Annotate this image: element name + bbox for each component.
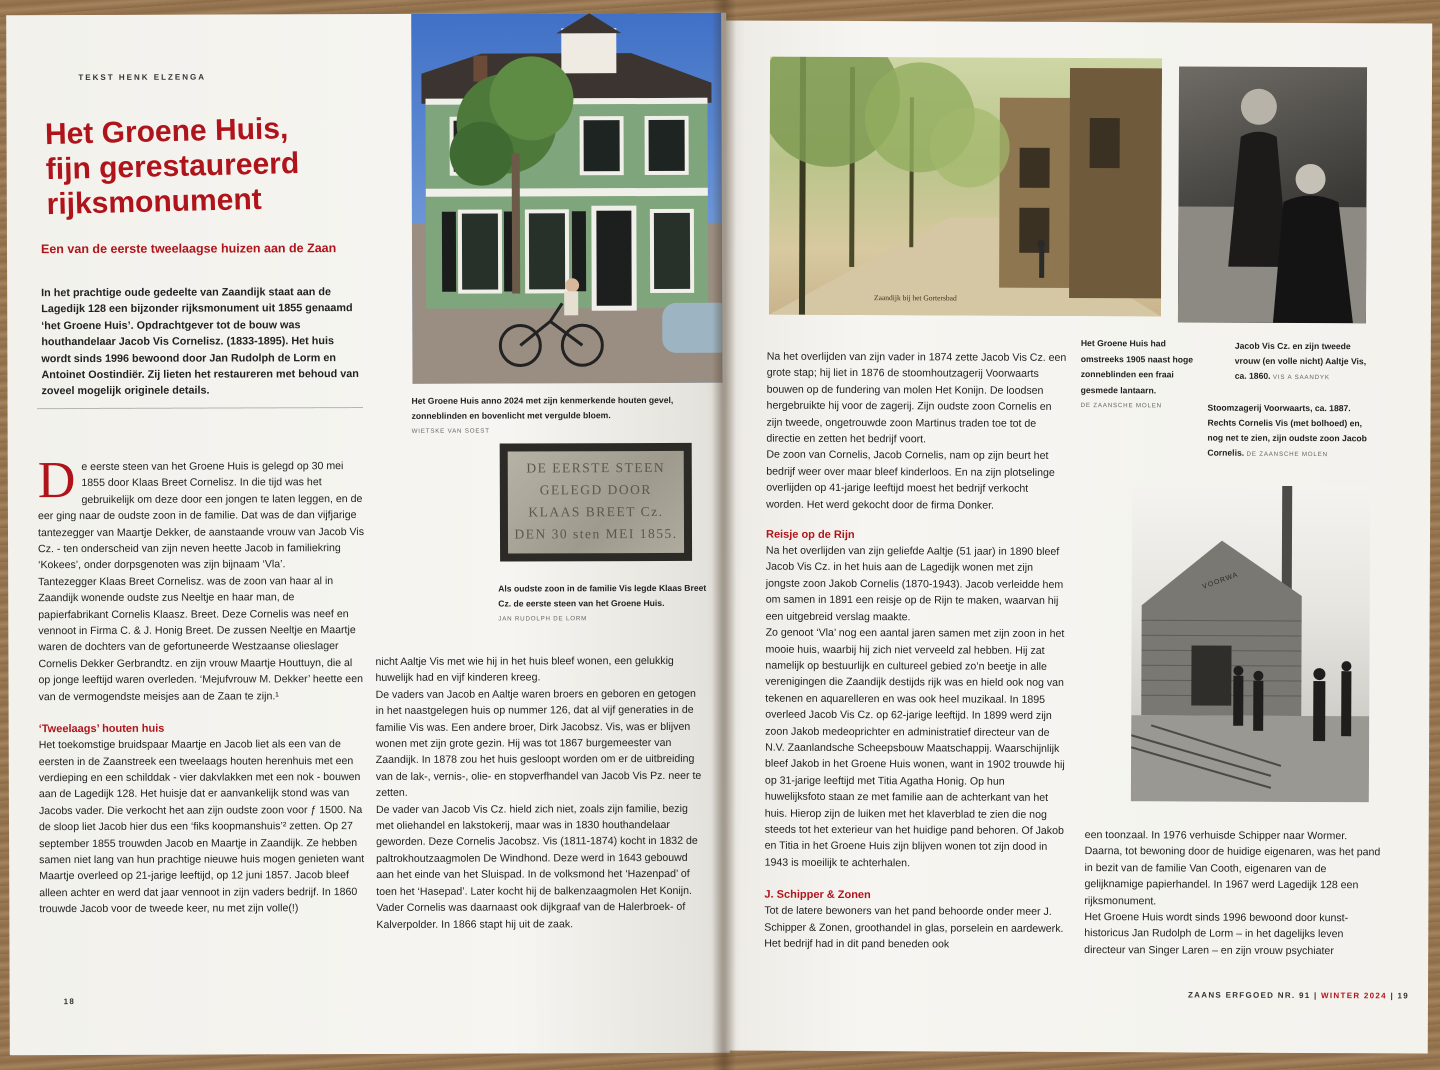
col1-paragraph-2: Tantezegger Klaas Breet Cornelisz. was de zoon van haar al in Zaandijk wonende oudste zus Neeltje en haar man, de papierfabrikant Cornelis Klaasz. Breet. Deze Cornelis was neef en vennoot in Firma C. & J. Honig Breet. De zussen Neeltje en Maartje waren de dochters van de gefortuneerde Westzaanse olieslager Cornelis Dekker Gerbrandtz. en zijn vrouw Maartje Houttuyn, die al op jonge leeftijd waren overleden. ‘Mejufvrouw M. Dekker’ heette een van de vermogendste meisjes aan de Zaan te zijn.¹ bbox=[38, 574, 363, 703]
dotted-divider bbox=[38, 407, 363, 409]
rcol1-paragraph-5: Tot de latere bewoners van het pand behoorde onder meer J. Schipper & Zonen, groothandel in glas, porselein en aardewerk. Het bedrijf had in dit pand beneden ook bbox=[764, 904, 1064, 951]
section-heading-reisje: Reisje op de Rijn bbox=[765, 528, 855, 542]
col2-paragraph-2: De vaders van Jacob en Aaltje waren broers en geboren en getogen in het naastgelegen huis op nummer 126, dat al vijf generaties in de familie Vis was. Een andere broer, Dirk Jacobsz. Vis, was er blijven wonen met zijn grote gezin. Hij was tot 1867 burgemeester van Zaandijk. In 1878 zou het huis gesloopt worden om er de uitbreiding van de lak-, vernis-, olie- en stopverfhandel van Jacob Vis Pz. neer te zetten. bbox=[375, 687, 702, 800]
rcol1-paragraph-1: Na het overlijden van zijn vader in 1874 zette Jacob Vis Cz. een grote stap; hij liet in 1876 de stoomhoutzagerij Voorwaarts bouwen op de fundering van molen Het Konijn. De loodsen hergebruikte hij voor de zagerij. Zijn oudste zoon Cornelis en zijn tweede, ongetrouwde zoon Martinus traden toe tot de directie en zetten het bedrijf voort. bbox=[766, 350, 1067, 446]
photo1-credit: WIETSKE VAN SOEST bbox=[411, 427, 490, 435]
title-line-3: rijksmonument bbox=[46, 182, 263, 222]
photo-first-stone bbox=[500, 443, 692, 562]
photo-portrait-couple bbox=[1178, 66, 1367, 323]
portrait-illustration bbox=[1178, 66, 1367, 323]
left-column-2 bbox=[375, 653, 703, 933]
sawmill-illustration bbox=[1131, 485, 1370, 802]
mill-caption bbox=[1207, 401, 1367, 463]
right-page-number: 19 bbox=[1397, 991, 1410, 1001]
rcol1-paragraph-4: Zo genoot ‘Vla’ nog een aantal jaren samen met zijn zoon in het mooie huis, waarbij hij zich niet verveeld zal hebben. Hij zat namelijk op bestuurlijk en cultureel gebied zo’n beetje in alle verenigingen die Zaandijk destijds rijk was en hield ook nog van tekenen en aquarelleren en was ook heel muzikaal. In 1895 overleed Jacob Vis Cz. op 62-jarige leeftijd. In 1899 werd zijn zoon Jakob medeoprichter en administratief directeur van de N.V. Zaanlandsche Scheepsbouw Maatschappij. Waarschijnlijk bleef Jakob in het Groene Huis wonen, want in 1902 trouwde hij op 31-jarige leeftijd met Titia Agatha Honig. Op hun huwelijksfoto staan ze met familie aan de achterkant van het huis. Hierop zijn de luiken met het klaverblad te zien die nog steeds tot het exterieur van het huidige pand behoren. Of Jakob en Titia in het Groene Huis zijn blijven wonen tot zijn dood in 1943 is moeilijk te achterhalen. bbox=[764, 626, 1065, 870]
stone-line-1: DE EERSTE STEEN bbox=[526, 459, 666, 476]
mill-sign: VOORWA bbox=[1201, 571, 1240, 591]
mill-credit: DE ZAANSCHE MOLEN bbox=[1246, 450, 1328, 459]
stone-line-2: GELEGD DOOR bbox=[539, 482, 652, 498]
col2-paragraph-3: De vader van Jacob Vis Cz. hield zich niet, zoals zijn familie, bezig met oliehandel en lakstokerij, maar was in 1830 houthandelaar geworden. Deze Cornelis Jacobsz. Vis (1811-1874) kocht in 1832 de paltrokhoutzaagmolen De Windhond. Deze werd in 1643 gebouwd aan het einde van het Sluispad. In de volksmond het ‘Hazenpad’ of toen het ‘Hasepad’. Later kocht hij de balkenzaagmolen Het Konijn. Vader Cornelis was daarnaast ook dijkgraaf van de Halerbroek- of Kalverpolder. In 1866 stapt hij uit de zaak. bbox=[375, 802, 698, 931]
col1-paragraph-1: e eerste steen van het Groene Huis is gelegd op 30 mei 1855 door Klaas Breet Cornelisz. In die tijd was het gebruikelijk om deze door een jongen te laten leggen, en de eer ging naar de oudste zoon in de familie. Dat was de dan vijfjarige tantezegger van Maartje Dekker, de aanstaande vrouw van Jacob Vis Cz. - ten onderscheid van zijn neven heette Jacob in familiekring ‘Kokees’, onder dorpsgenoten was zijn bijnaam ‘Vla’. bbox=[37, 460, 365, 572]
section-heading-tweelaags: ‘Tweelaags’ houten huis bbox=[38, 722, 165, 736]
col2-paragraph-1: nicht Aaltje Vis met wie hij in het huis bleef wonen, een gelukkig huwelijk had en vijf kinderen kreeg. bbox=[375, 654, 674, 685]
rcol2-paragraph-2: Het Groene Huis wordt sinds 1996 bewoond door kunst-historicus Jan Rudolph de Lorm – in het dagelijks leven directeur van Singer Laren – en zijn vrouw psychiater bbox=[1084, 911, 1349, 957]
portrait-caption bbox=[1235, 339, 1367, 386]
portrait-credit: VIS A SAANDYK bbox=[1272, 373, 1330, 382]
col1-paragraph-3: Het toekomstige bruidspaar Maartje en Jacob liet als een van de eersten in de Zaanstreek een tweelaags houten herenhuis met een verdieping en een schilddak - vier dakvlakken met een nok - bouwen aan de Lagedijk 128. Het huisje dat er aanvankelijk stond was van Jacobs vader. Die verkocht het aan zijn oudste zoon voor ƒ 1500. Na de sloop liet Jacob hier dus een ‘fiks koopmanshuis’² zetten. Op 27 september 1855 trouwden Jacob en Maartje in Zaandijk. Ze hebben samen niet lang van hun prachtige nieuwe huis mogen genieten want Maartje overleed op 21-jarige leeftijd, op 12 juni 1857. Jacob bleef alleen achter en werd dat jaar vennoot in zijn vaders bedrijf. In 1860 trouwde Jacob voor de tweede keer, nu met zijn volle(!) bbox=[38, 738, 365, 916]
right-column-1 bbox=[764, 349, 1067, 954]
postcard-caption bbox=[1081, 336, 1209, 414]
right-column-2 bbox=[1084, 827, 1381, 960]
left-page bbox=[6, 13, 730, 1056]
left-column-1 bbox=[37, 452, 367, 918]
mill-caption-text: Stoomzagerij Voorwaarts, ca. 1887. Rechts Cornelis Vis (met bolhoed) en, nog net te zien, zijn oudste zoon Jacob Cornelis. bbox=[1207, 402, 1367, 458]
magazine-gutter-shadow bbox=[712, 0, 736, 1070]
title-line-2: fijn gerestaureerd bbox=[45, 146, 300, 187]
photo-steam-sawmill bbox=[1131, 485, 1370, 802]
right-page-footer: ZAANS ERFGOED NR. 91 | WINTER 2024 | 19 bbox=[1187, 990, 1410, 1001]
right-page bbox=[720, 20, 1432, 1053]
portrait-caption-text: Jacob Vis Cz. en zijn tweede vrouw (en volle nicht) Aaltje Vis, ca. 1860. bbox=[1234, 340, 1367, 381]
left-page-number: 18 bbox=[63, 997, 76, 1007]
title-line-1: Het Groene Huis, bbox=[44, 112, 289, 152]
article-title bbox=[44, 112, 385, 222]
stone-tablet bbox=[508, 451, 684, 554]
green-house-illustration bbox=[411, 13, 722, 384]
photo-green-house bbox=[411, 13, 722, 384]
rcol1-paragraph-2: De zoon van Cornelis, Jacob Cornelis, nam op zijn beurt het bedrijf weer over maar bleef kinderloos. En na zijn plotselinge overlijden op 41-jarige leeftijd moest het bedrijf verkocht worden. Het werd gekocht door de firma Donker. bbox=[766, 449, 1055, 512]
photo1-caption-text: Het Groene Huis anno 2024 met zijn kenmerkende houten gevel, zonneblinden en bovenlicht met vergulde bloem. bbox=[411, 394, 674, 421]
author-overline: TEKST HENK ELZENGA bbox=[78, 72, 206, 83]
photo-postcard-street bbox=[769, 57, 1162, 317]
drop-cap: D bbox=[37, 452, 76, 510]
photo1-caption bbox=[412, 393, 712, 439]
postcard-credit: DE ZAANSCHE MOLEN bbox=[1080, 402, 1162, 410]
photo2-credit: JAN RUDOLPH DE LORM bbox=[498, 615, 588, 623]
postcard-caption-text: Het Groene Huis had omstreeks 1905 naast hoge zonneblinden een fraai gesmede lantaarn. bbox=[1080, 338, 1194, 395]
photo2-caption bbox=[498, 581, 708, 627]
article-subtitle: Een van de eerste tweelaagse huizen aan de Zaan bbox=[40, 241, 337, 257]
intro-paragraph bbox=[41, 284, 361, 400]
stone-line-4: DEN 30 sten MEI 1855. bbox=[514, 525, 678, 542]
footer-magazine: ZAANS ERFGOED NR. 91 bbox=[1187, 990, 1311, 1001]
intro-text: In het prachtige oude gedeelte van Zaandijk staat aan de Lagedijk 128 een bijzonder rijksmonument uit 1855 genaamd ‘het Groene Huis’. Opdrachtgever tot de bouw was houthandelaar Jacob Vis Cornelisz. (1833-1895). Het huis wordt sinds 1996 bewoond door Jan Rudolph de Lorm en Antoinet Oostindiër. Zij lieten het restaureren met behoud van zoveel mogelijk originele details. bbox=[41, 286, 359, 398]
stone-line-3: KLAAS BREET Cz. bbox=[528, 503, 664, 520]
postcard-illustration bbox=[769, 57, 1162, 317]
postcard-label: Zaandijk bij het Gortersbad bbox=[874, 293, 957, 303]
photo2-caption-text: Als oudste zoon in de familie Vis legde Klaas Breet Cz. de eerste steen van het Groene Huis. bbox=[498, 582, 707, 609]
rcol2-paragraph-1: een toonzaal. In 1976 verhuisde Schipper naar Wormer. Daarna, tot bewoning door de huidige eigenaren, was het pand in bezit van de familie Van Cooth, eigenaren van de gelijknamige papierhandel. In 1967 werd Lagedijk 128 een rijksmonument. bbox=[1084, 829, 1381, 907]
rcol1-paragraph-3: Na het overlijden van zijn geliefde Aaltje (51 jaar) in 1890 bleef Jacob Vis Cz. in het huis aan de Lagedijk wonen met zijn jongste zoon Jakob Cornelis (1870-1943). Jacob verleidde hem om samen in 1891 een reisje op de Rijn te maken, waarvan hij een uitgebreid verslag maakte. bbox=[765, 544, 1064, 623]
footer-issue: WINTER 2024 bbox=[1321, 991, 1387, 1001]
section-heading-schipper: J. Schipper & Zonen bbox=[764, 888, 871, 902]
